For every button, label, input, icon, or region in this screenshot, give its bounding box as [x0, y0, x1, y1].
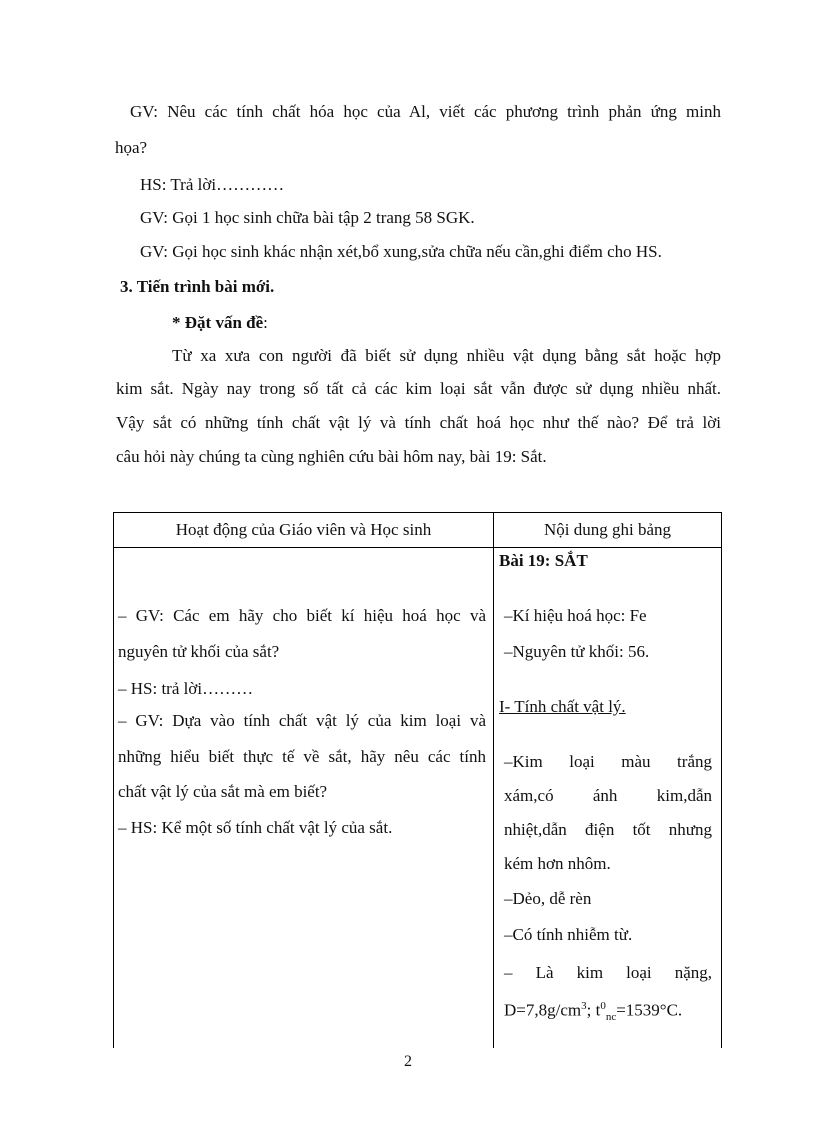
lesson-table — [113, 512, 722, 1048]
temp-subscript: nc — [605, 1011, 617, 1024]
left-gv-q1-a: – GV: Các em hãy cho biết kí hiệu hoá học và — [118, 606, 486, 625]
left-gv-q1-b: nguyên tử khối của sắt? — [118, 642, 280, 661]
left-hs-answer: – HS: trả lời……… — [118, 679, 254, 698]
temp-mid: ; t — [586, 1000, 601, 1020]
left-column — [114, 548, 494, 1049]
hs-answer: HS: Trả lời………… — [140, 175, 285, 194]
left-hs-properties: – HS: Kể một số tính chất vật lý của sắt. — [118, 818, 393, 837]
chemical-symbol: –Kí hiệu hoá học: Fe — [504, 606, 647, 625]
property-1-c: nhiệt,dẫn điện tốt nhưng — [504, 820, 712, 839]
left-gv-q2-b: những hiểu biết thực tế về sắt, hãy nêu các tính — [118, 747, 486, 766]
density-exponent: 3 — [581, 1000, 587, 1012]
gv-question-line2: họa? — [115, 138, 148, 157]
gv-call: GV: Gọi 1 học sinh chữa bài tập 2 trang 58 SGK. — [140, 208, 475, 227]
page-number: 2 — [404, 1053, 412, 1070]
gv-review: GV: Gọi học sinh khác nhận xét,bổ xung,sửa chữa nếu cần,ghi điểm cho HS. — [140, 242, 662, 261]
header-left: Hoạt động của Giáo viên và Học sinh — [114, 513, 494, 548]
problem-heading-text: * Đặt vấn đề — [172, 313, 264, 332]
problem-heading — [172, 313, 268, 333]
paragraph-line2: kim sắt. Ngày nay trong số tất cả các kim loại sắt vẫn được sử dụng nhiều nhất. — [116, 379, 721, 398]
temp-suffix: =1539°C. — [616, 1000, 683, 1020]
density-prefix: D=7,8g/cm — [504, 1000, 582, 1020]
left-gv-q2-c: chất vật lý của sắt mà em biết? — [118, 782, 328, 801]
paragraph-line3: Vậy sắt có những tính chất vật lý và tính chất hoá học như thế nào? Để trả lời — [116, 413, 721, 432]
property-4-a: – Là kim loại nặng, — [504, 963, 712, 982]
section-heading: 3. Tiến trình bài mới. — [120, 277, 275, 296]
lesson-title: Bài 19: SẮT — [499, 551, 588, 570]
problem-heading-colon: : — [263, 313, 268, 332]
property-1-b: xám,có ánh kim,dẫn — [504, 786, 712, 805]
temp-degree: 0 — [600, 1000, 606, 1012]
property-2: –Dẻo, dễ rèn — [504, 889, 592, 908]
header-right: Nội dung ghi bảng — [494, 513, 722, 548]
paragraph-line4: câu hỏi này chúng ta cùng nghiên cứu bài hôm nay, bài 19: Sắt. — [116, 447, 547, 466]
right-column — [494, 548, 722, 1049]
atomic-mass: –Nguyên tử khối: 56. — [504, 642, 650, 661]
property-1-a: –Kim loại màu trắng — [504, 752, 712, 771]
physical-properties-heading: I- Tính chất vật lý. — [499, 697, 626, 716]
property-1-d: kém hơn nhôm. — [504, 854, 611, 873]
gv-question-line1: GV: Nêu các tính chất hóa học của Al, viết các phương trình phản ứng minh — [130, 102, 721, 121]
paragraph-line1: Từ xa xưa con người đã biết sử dụng nhiều vật dụng bằng sắt hoặc hợp — [172, 346, 721, 365]
property-4-b — [504, 996, 682, 1027]
property-3: –Có tính nhiễm từ. — [504, 925, 633, 944]
left-gv-q2-a: – GV: Dựa vào tính chất vật lý của kim loại và — [118, 711, 486, 730]
